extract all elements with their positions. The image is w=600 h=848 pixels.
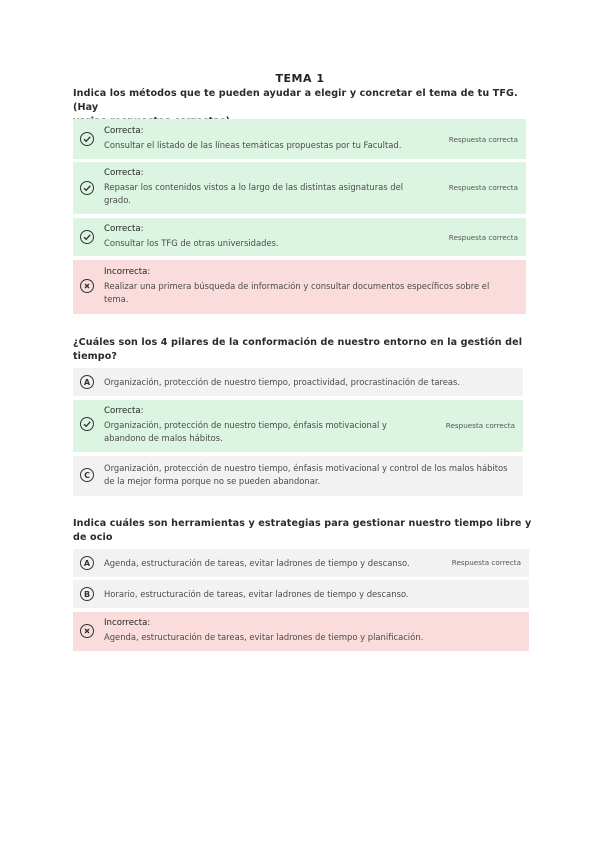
check-icon <box>80 230 94 244</box>
question-3: Indica cuáles son herramientas y estrategias para gestionar nuestro tiempo libre y de ocio <box>73 518 532 543</box>
check-icon <box>80 417 94 431</box>
option-status: Incorrecta: <box>104 618 151 628</box>
option-status: Correcta: <box>104 168 144 178</box>
q2-option-c[interactable] <box>73 456 523 496</box>
q3-option-a[interactable] <box>73 549 529 577</box>
question-2-line-2: tiempo? <box>73 351 118 362</box>
feedback-label: Respuesta correcta <box>448 135 518 144</box>
option-text-line-2: tema. <box>104 294 129 304</box>
option-text-line-2: abandono de malos hábitos. <box>104 433 223 443</box>
feedback-label: Respuesta correcta <box>448 233 518 242</box>
option-text-line-1: Organización, protección de nuestro tiempo, énfasis motivacional y control de los malos hábitos <box>104 463 508 473</box>
check-icon <box>80 132 94 146</box>
q3-option-b[interactable] <box>73 580 529 608</box>
option-status: Correcta: <box>104 406 144 416</box>
cross-icon <box>80 624 94 638</box>
q3-option-c[interactable] <box>73 612 529 651</box>
option-status: Incorrecta: <box>104 267 151 277</box>
option-text: Consultar los TFG de otras universidades. <box>104 238 279 248</box>
option-text <box>104 181 403 207</box>
q1-option-2[interactable] <box>73 162 526 214</box>
option-text <box>104 419 387 445</box>
option-letter-badge: B <box>80 587 94 601</box>
option-text-line-2: de la mejor forma porque no se pueden abandonar. <box>104 476 321 486</box>
option-text <box>104 462 508 488</box>
option-text: Consultar el listado de las líneas temáticas propuestas por tu Facultad. <box>104 140 402 150</box>
question-1-line-1: Indica los métodos que te pueden ayudar a elegir y concretar el tema de tu TFG. (Hay <box>73 88 518 113</box>
q1-option-4[interactable] <box>73 260 526 314</box>
question-2-line-1: ¿Cuáles son los 4 pilares de la conformación de nuestro entorno en la gestión del <box>73 337 523 348</box>
option-status: Correcta: <box>104 224 144 234</box>
cross-icon <box>80 279 94 293</box>
option-text: Agenda, estructuración de tareas, evitar ladrones de tiempo y planificación. <box>104 632 424 642</box>
option-status: Correcta: <box>104 126 144 136</box>
option-text: Horario, estructuración de tareas, evitar ladrones de tiempo y descanso. <box>104 589 409 599</box>
option-letter-badge: A <box>80 375 94 389</box>
page-title: TEMA 1 <box>275 72 325 85</box>
option-text-line-2: grado. <box>104 195 131 205</box>
option-text: Organización, protección de nuestro tiempo, proactividad, procrastinación de tareas. <box>104 377 461 387</box>
option-letter-badge: A <box>80 556 94 570</box>
q2-option-b[interactable] <box>73 400 523 452</box>
option-text <box>104 280 489 306</box>
feedback-label: Respuesta correcta <box>445 421 515 430</box>
option-letter-badge: C <box>80 468 94 482</box>
feedback-label: Respuesta correcta <box>451 558 521 567</box>
question-2 <box>73 336 533 364</box>
feedback-label: Respuesta correcta <box>448 183 518 192</box>
q1-option-1[interactable] <box>73 119 526 159</box>
option-text-line-1: Repasar los contenidos vistos a lo largo de las distintas asignaturas del <box>104 182 404 192</box>
option-text-line-1: Organización, protección de nuestro tiempo, énfasis motivacional y <box>104 420 387 430</box>
check-icon <box>80 181 94 195</box>
option-text: Agenda, estructuración de tareas, evitar ladrones de tiempo y descanso. <box>104 558 410 568</box>
q2-option-a[interactable] <box>73 368 523 396</box>
q1-option-3[interactable] <box>73 218 526 256</box>
option-text-line-1: Realizar una primera búsqueda de información y consultar documentos específicos sobre el <box>104 281 490 291</box>
